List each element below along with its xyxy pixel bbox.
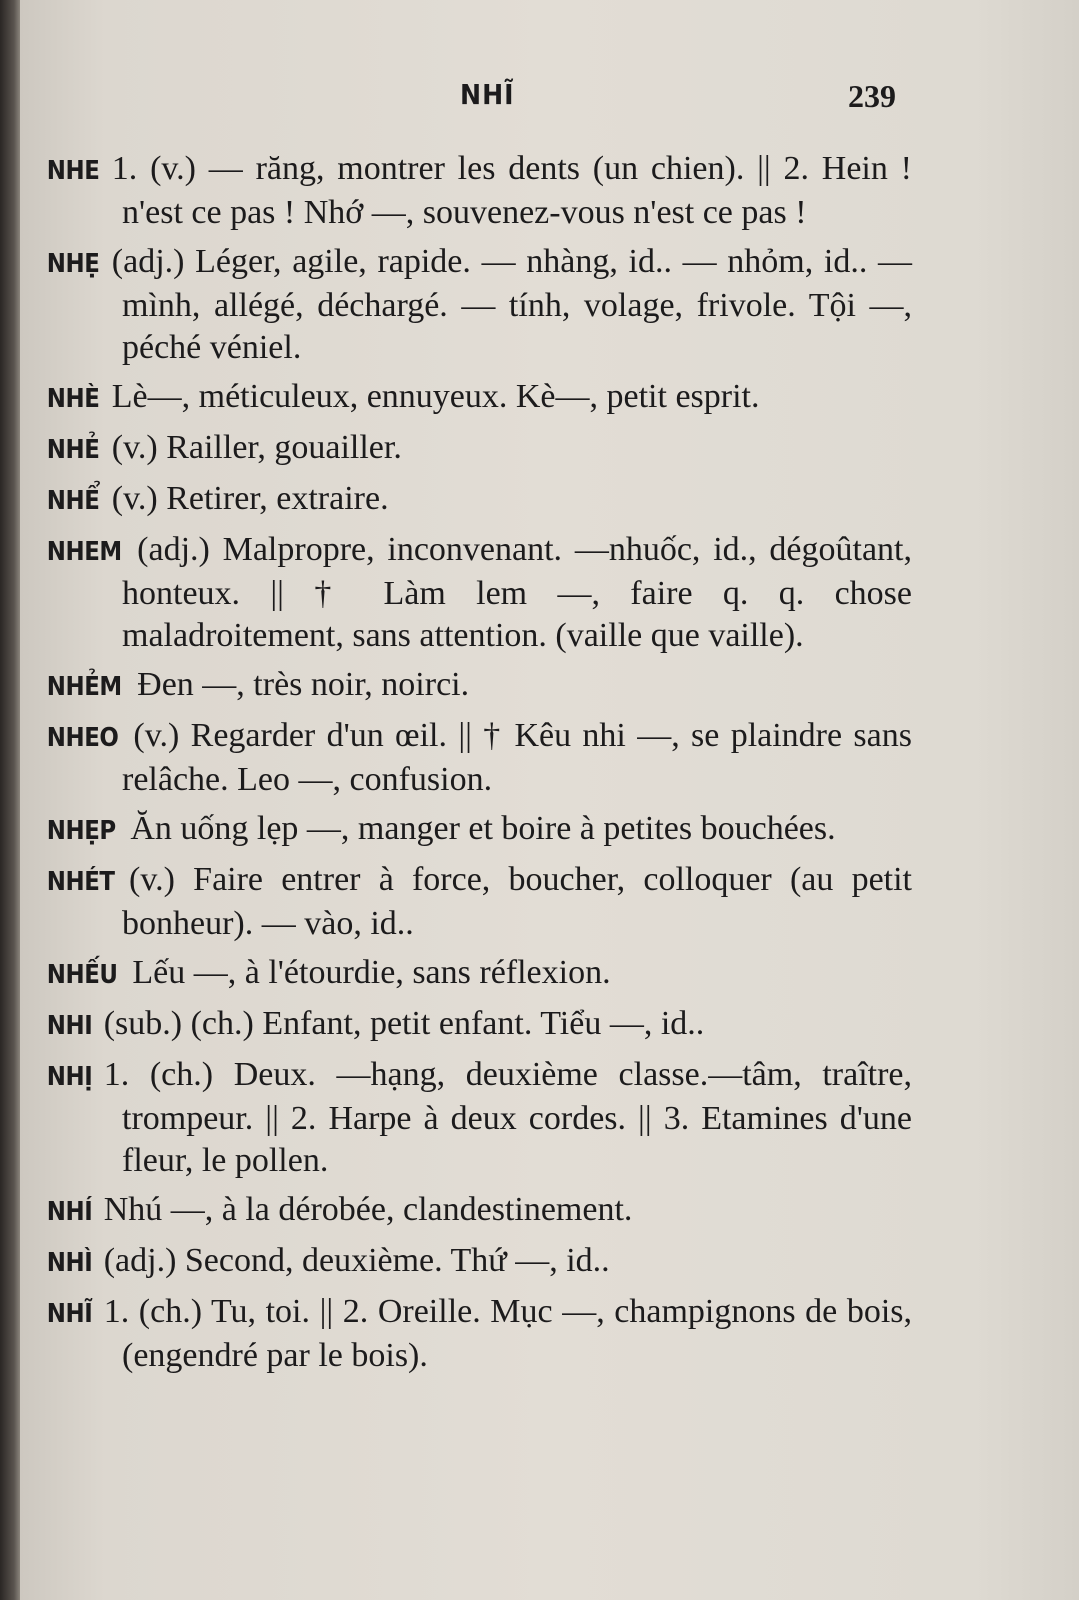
entry-definition: Ăn uống lẹp —, manger et boire à petites bouchées. (130, 810, 836, 847)
dictionary-entry (46, 1054, 912, 1182)
entry-definition: (sub.) (ch.) Enfant, petit enfant. Tiểu —, id.. (103, 1005, 705, 1042)
entry-definition: (adj.) Second, deuxième. Thứ —, id.. (103, 1242, 610, 1279)
dictionary-entry (46, 376, 912, 420)
entry-definition: (v.) Railler, gouailler. (111, 429, 402, 466)
entry-headword: NHÍ (46, 1197, 93, 1227)
entry-headword: NHÈ (46, 384, 100, 414)
entry-headword: NHẾU (46, 960, 118, 990)
entry-definition: Đen —, très noir, noirci. (137, 666, 470, 703)
entry-headword: NHỊ (46, 1062, 93, 1092)
dictionary-entry (46, 478, 912, 522)
page-header (20, 78, 1079, 118)
entry-definition: 1. (ch.) Deux. —hạng, deuxième classe.—tâm, traître, trompeur. || 2. Harpe à deux cordes. || 3. Etamines d'une fleur, le pollen. (103, 1056, 912, 1179)
dictionary-entry (46, 529, 912, 657)
entry-definition: (v.) Faire entrer à force, boucher, colloquer (au petit bonheur). — vào, id.. (122, 861, 912, 942)
dictionary-entry (46, 808, 912, 852)
entry-headword: NHEM (46, 537, 122, 567)
entry-definition: Lếu —, à l'étourdie, sans réflexion. (132, 954, 611, 991)
entry-definition: (adj.) Léger, agile, rapide. — nhàng, id.. — nhỏm, id.. — mình, allégé, déchargé. — tính, volage, frivole. Tội —, péché véniel. (111, 243, 912, 366)
dictionary-entry (46, 1003, 912, 1047)
entry-headword: NHẸ (46, 249, 100, 279)
dictionary-entry (46, 952, 912, 996)
entry-headword: NHEO (46, 723, 119, 753)
running-head: NHĨ (460, 78, 515, 111)
entry-definition: (v.) Regarder d'un œil. || † Kêu nhi —, se plaindre sans relâche. Leo —, confusion. (122, 717, 912, 798)
entry-headword: NHÌ (46, 1248, 93, 1278)
entry-definition: Lè—, méticuleux, ennuyeux. Kè—, petit esprit. (111, 378, 760, 415)
book-spine-shadow (0, 0, 20, 1600)
dictionary-entry (46, 427, 912, 471)
dictionary-entry (46, 241, 912, 369)
entry-definition: (adj.) Malpropre, inconvenant. —nhuốc, id., dégoûtant, honteux. || † Làm lem —, faire q. q. chose maladroitement, sans attention. (vaille que vaille). (122, 531, 912, 654)
entry-list (46, 148, 912, 1384)
entry-definition: Nhú —, à la dérobée, clandestinement. (103, 1191, 633, 1228)
entry-definition: (v.) Retirer, extraire. (111, 480, 389, 517)
dictionary-page (20, 0, 1079, 1600)
dictionary-entry (46, 148, 912, 234)
entry-definition: 1. (v.) — răng, montrer les dents (un chien). || 2. Hein ! n'est ce pas ! Nhớ —, souvenez-vous n'est ce pas ! (111, 150, 912, 231)
dictionary-entry (46, 859, 912, 945)
entry-headword: NHE (46, 156, 100, 186)
dictionary-entry (46, 664, 912, 708)
entry-headword: NHI (46, 1011, 93, 1041)
entry-headword: NHỂ (46, 486, 100, 516)
dictionary-entry (46, 715, 912, 801)
dictionary-entry (46, 1240, 912, 1284)
entry-headword: NHẺM (46, 672, 122, 702)
entry-headword: NHẸP (46, 816, 116, 846)
dictionary-entry (46, 1291, 912, 1377)
dictionary-entry (46, 1189, 912, 1233)
entry-headword: NHẺ (46, 435, 100, 465)
entry-headword: NHĨ (46, 1299, 93, 1329)
page-number: 239 (848, 78, 896, 114)
entry-definition: 1. (ch.) Tu, toi. || 2. Oreille. Mục —, champignons de bois, (engendré par le bois). (103, 1293, 912, 1374)
entry-headword: NHÉT (46, 867, 115, 897)
